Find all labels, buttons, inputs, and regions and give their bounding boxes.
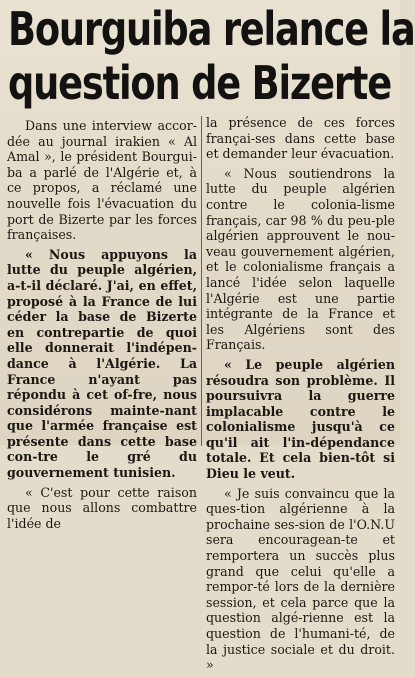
headline-line-2: question de Bizerte <box>8 56 391 110</box>
article-paragraph: « Le peuple algérien résoudra son problème. Il poursuivra la guerre implacable contre le colonialisme jusqu'à ce qu'il ait l'in-dépendance totale. Et cela bien-tôt si Dieu le veut. <box>206 356 395 482</box>
article-paragraph: « Nous soutiendrons la lutte du peuple algérien contre le colonia-lisme français, car 98 % du peu-ple algérien approuvent le nou-veau gouvernement algérien, et le colonialisme français a lancé l'idée selon laquelle l'Algérie est une partie intégrante de la France et les Algériens sont des Français. <box>206 165 395 353</box>
article-paragraph: la présence de ces forces françai-ses dans cette base et demander leur évacuation. <box>206 115 395 162</box>
headline <box>8 2 415 110</box>
headline-line-1: Bourguiba relance la <box>8 2 415 56</box>
article-paragraph: Dans une interview accor-dée au journal irakien « Al Amal », le président Bourgui-ba a parlé de l'Algérie et, à ce propos, a réclamé une nouvelle fois l'évacuation du port de Bizerte par les forces françaises. <box>7 118 197 243</box>
article-paragraph: « C'est pour cette raison que nous allons combattre l'idée de <box>7 484 197 531</box>
column-divider <box>201 116 202 446</box>
article-left-column <box>7 118 197 535</box>
article-right-column <box>206 115 395 677</box>
article-paragraph: « Nous appuyons la lutte du peuple algérien, a-t-il déclaré. J'ai, en effet, proposé à la France de lui céder la base de Bizerte en contrepartie de quoi elle donnerait l'indépen-dance à l'Algérie. La France n'ayant pas répondu à cet of-fre, nous considérons mainte-nant que l'armée française est présente dans cette base con-tre le gré du gouvernement tunisien. <box>7 246 197 481</box>
article-paragraph: « Je suis convaincu que la ques-tion algérienne à la prochaine ses-sion de l'O.N.U sera encouragean-te et remportera un succès plus grand que celui qu'elle a rempor-té lors de la dernière session, et cela parce que la question algé-rienne est la question de l'humani-té, de la justice sociale et du droit. » <box>206 485 395 673</box>
